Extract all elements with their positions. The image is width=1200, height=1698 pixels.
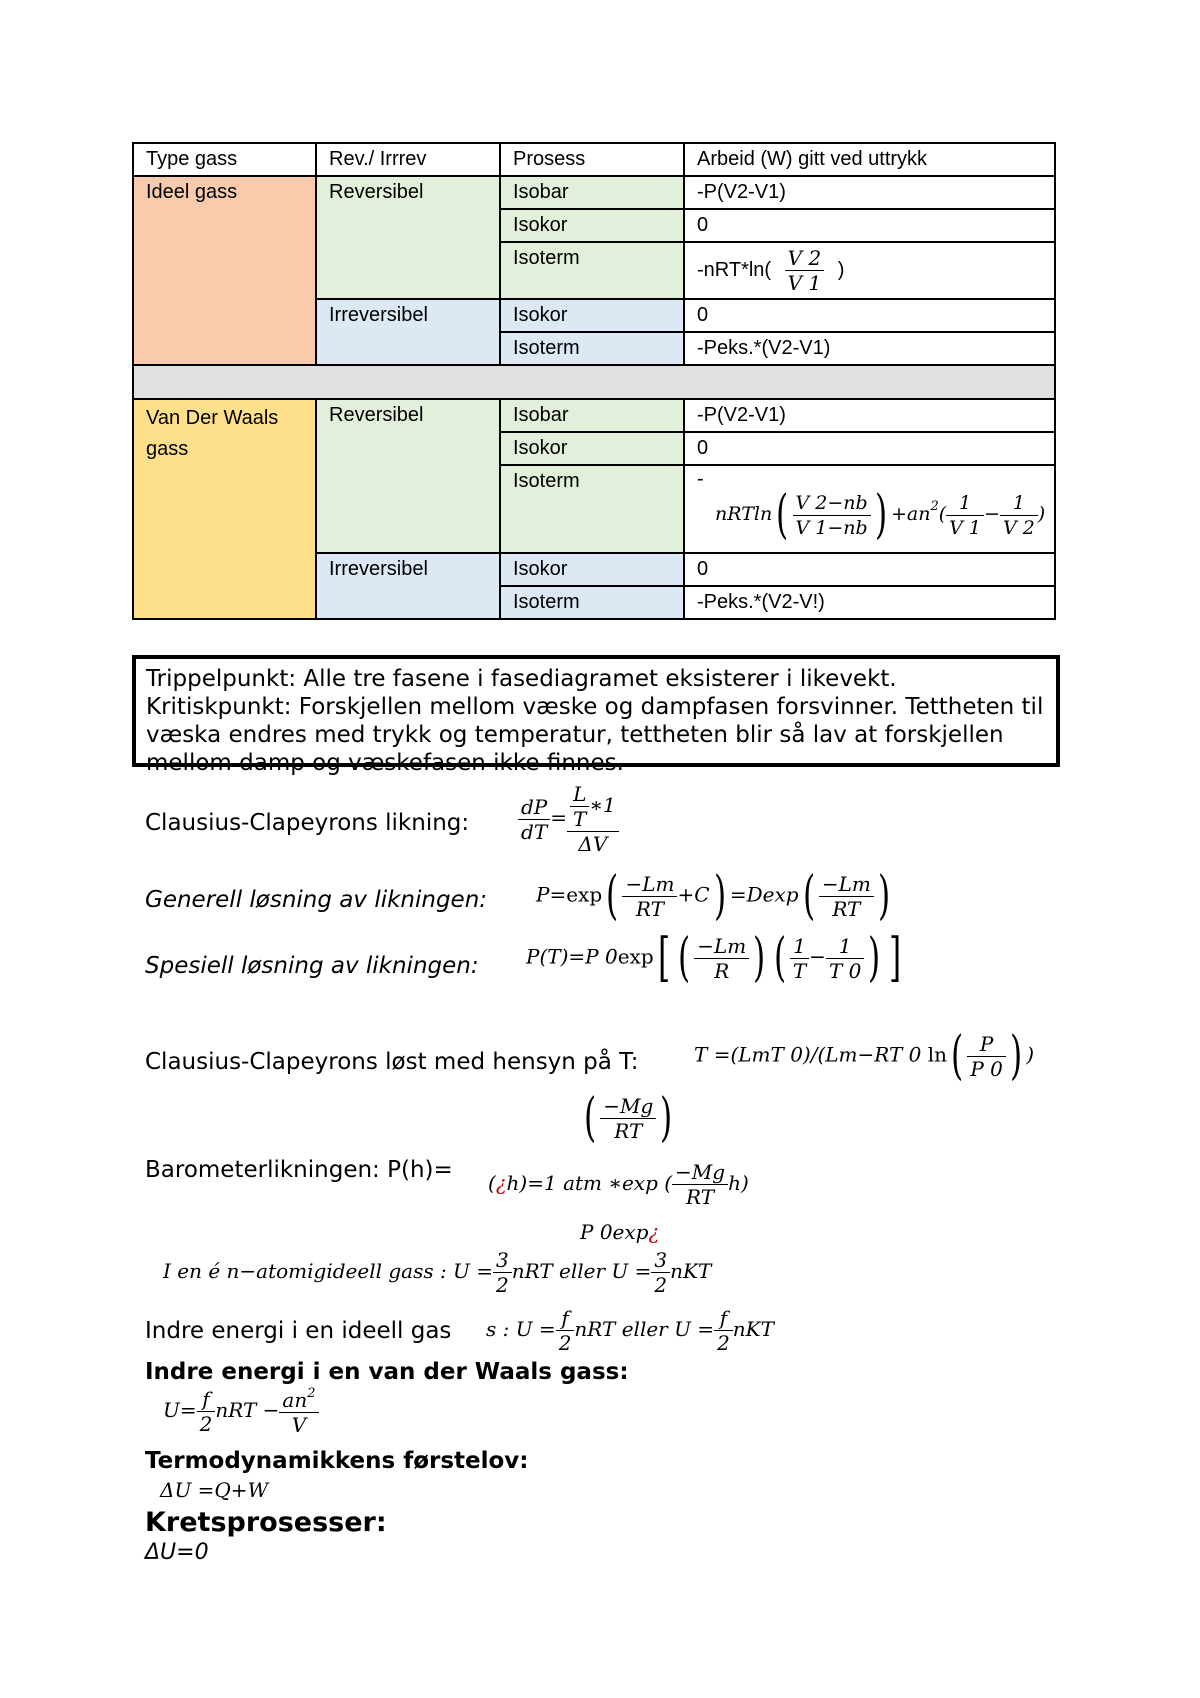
cell-work: 0 <box>684 299 1055 332</box>
cell-process: Isokor <box>500 553 684 586</box>
paren-left: ( <box>776 485 789 545</box>
spec-label: Spesiell løsning av likningen: <box>145 953 479 979</box>
frac-num: 1 <box>1000 491 1038 516</box>
cycle-formula: ΔU=0 <box>145 1540 209 1565</box>
baro-formula: (¿h)=1 atm ∗exp ( $\frac{-Mg}{RT}$ h) <box>488 1160 749 1209</box>
frac-num: 1 <box>946 491 984 516</box>
mono-formula: I en é n−atomigideell gass : U = $\frac{3}{2}$ nRT eller U = $\frac{3}{2}$ nKT <box>163 1248 712 1297</box>
cell-ideal-type: Ideel gass <box>133 176 316 365</box>
header-type: Type gass <box>133 143 316 176</box>
work-table <box>132 142 1056 620</box>
l-t-dv: $\frac{L}{T}$ ∗1 ΔV <box>567 782 619 856</box>
frac-den: V 1 <box>949 516 982 539</box>
cell-process: Isokor <box>500 299 684 332</box>
cell-process: Isokor <box>500 209 684 242</box>
header-rev: Rev./ Irrrev <box>316 143 500 176</box>
cell-work-isotherm <box>684 242 1055 299</box>
cc-T-formula: T =(LmT 0)/(Lm−RT 0 ln( $\frac{P}{P 0}$ ) ) <box>694 1026 1034 1086</box>
cc-T-label: Clausius-Clapeyrons løst med hensyn på T: <box>145 1049 639 1075</box>
spec-formula: P(T)=P 0exp[ ( $\frac{-Lm}{R}$ ) ( $\frac{1}{T}$ − $\frac{1}{T 0}$ ) ] <box>526 928 901 988</box>
cell-ideal-rev: Reversibel <box>316 176 500 299</box>
ideal-formula: s : U = $\frac{f}{2}$ nRT eller U = $\frac{f}{2}$ nKT <box>486 1306 774 1355</box>
cell-process: Isoterm <box>500 465 684 553</box>
work-fraction <box>785 246 825 295</box>
cell-work: 0 <box>684 553 1055 586</box>
ideal-label: Indre energi i en ideell gas <box>145 1318 452 1344</box>
work-b: +an <box>890 503 931 525</box>
vdw-frac-3 <box>1000 491 1038 540</box>
paren-right: ) <box>874 485 887 545</box>
cell-work: 0 <box>684 209 1055 242</box>
work-suffix: ) <box>837 258 845 281</box>
frac-den: V 1 <box>787 271 822 295</box>
header-process: Prosess <box>500 143 684 176</box>
frac-den: V 1−nb <box>795 516 868 539</box>
cell-process: Isoterm <box>500 332 684 365</box>
work-c: 2 <box>930 499 939 514</box>
cell-work: -P(V2-V1) <box>684 176 1055 209</box>
dp-dt: $\frac{dP}{dT}$ <box>518 795 550 844</box>
cell-work: -Peks.*(V2-V1) <box>684 332 1055 365</box>
separator-row <box>133 365 1055 399</box>
vdw-formula: U= $\frac{f}{2}$ nRT − $\frac{an^2}{V}$ <box>163 1386 319 1437</box>
vdw-frac-1 <box>793 491 871 540</box>
baro-label: Barometerlikningen: P(h)= <box>145 1157 453 1183</box>
vdw-label: Indre energi i en van der Waals gass: <box>145 1359 629 1385</box>
first-law-label: Termodynamikkens førstelov: <box>145 1448 529 1474</box>
frac-num: V 2 <box>785 246 825 271</box>
cell-work-vdw-isotherm <box>684 465 1055 553</box>
frac-num: V 2−nb <box>793 491 871 516</box>
mono-label: I en é n−atomigideell gass : U = <box>163 1259 494 1283</box>
cell-vdw-type: Van Der Waals gass <box>133 399 316 619</box>
work-minus: − <box>984 503 1000 525</box>
cell-process: Isokor <box>500 432 684 465</box>
cell-ideal-irr: Irreversibel <box>316 299 500 365</box>
frac-den: V 2 <box>1002 516 1035 539</box>
cc-formula: $\frac{dP}{dT}$ = $\frac{L}{T}$ ∗1 ΔV <box>518 782 619 856</box>
gen-label: Generell løsning av likningen: <box>145 887 488 913</box>
vdw-work-formula: nRTln( $\frac{V 2-nb}{V 1-nb}$ ) $+an^2$( $\frac{1}{V 1}$ − $\frac{1}{V 2}$ ) <box>715 485 1046 545</box>
cc-label: Clausius-Clapeyrons likning: <box>145 810 470 836</box>
cell-process: Isoterm <box>500 242 684 299</box>
cell-work: -Peks.*(V2-V!) <box>684 586 1055 619</box>
cell-process: Isobar <box>500 176 684 209</box>
first-law-formula: ΔU =Q+W <box>160 1478 269 1502</box>
work-a: nRTln <box>715 503 773 525</box>
cycle-label: Kretsprosesser: <box>145 1507 387 1538</box>
vdw-frac-2 <box>946 491 984 540</box>
baro-top-frac: ( $\frac{-Mg}{RT}$ ) <box>584 1088 673 1148</box>
cell-process: Isoterm <box>500 586 684 619</box>
gen-formula: P=exp( $\frac{-Lm}{RT}$ +C) =Dexp( $\frac{-Lm}{RT}$ ) <box>536 866 891 926</box>
cell-work: -P(V2-V1) <box>684 399 1055 432</box>
cell-work: 0 <box>684 432 1055 465</box>
header-work: Arbeid (W) gitt ved uttrykk <box>684 143 1055 176</box>
cell-vdw-irr: Irreversibel <box>316 553 500 619</box>
baro-bottom: P 0exp¿ <box>580 1220 660 1244</box>
definitions-box: Trippelpunkt: Alle tre fasene i fasediagramet eksisterer i likevekt. Kritiskpunkt: Forskjellen mellom væske og dampfasen forsvinner. Tettheten til væska endres med trykk og temperatur, tettheten blir så lav at forskjellen mellom damp og væskefasen ikke finnes. <box>132 655 1060 767</box>
work-dash: - <box>697 468 704 490</box>
cell-vdw-rev: Reversibel <box>316 399 500 553</box>
work-prefix: -nRT*ln( <box>697 258 772 281</box>
cell-process: Isobar <box>500 399 684 432</box>
